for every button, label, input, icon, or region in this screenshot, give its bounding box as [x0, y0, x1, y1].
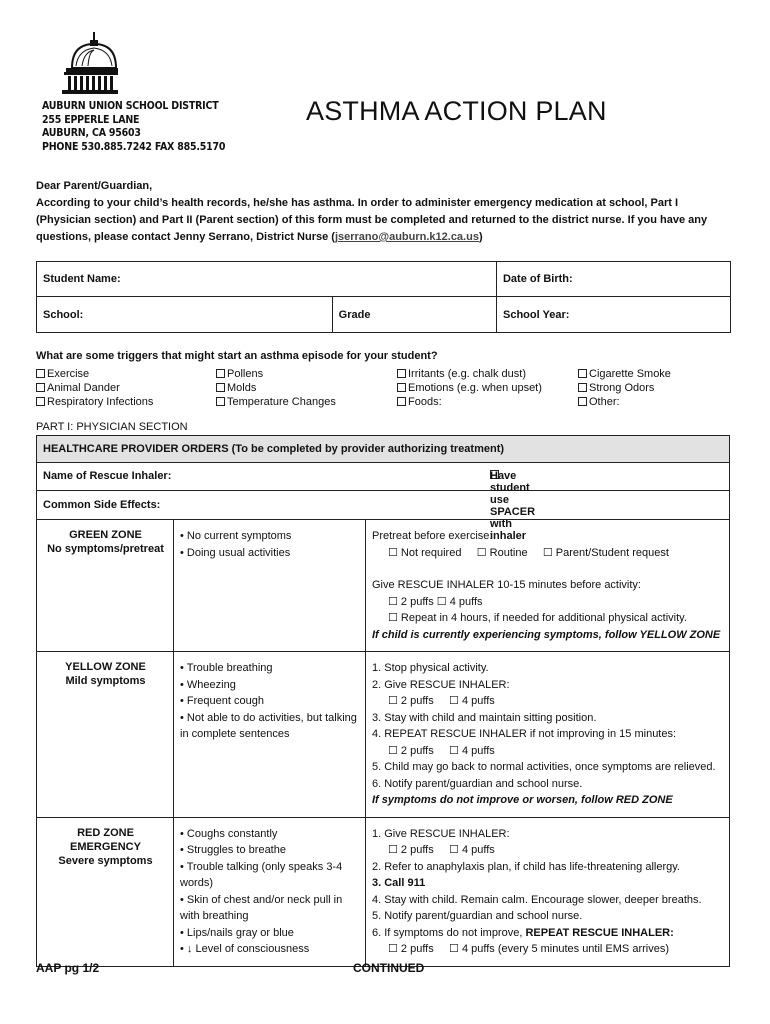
trigger-label: Cigarette Smoke: [589, 368, 671, 380]
yellow-zone-name: [37, 652, 174, 818]
trigger-label: Temperature Changes: [227, 396, 336, 408]
trigger-checkbox[interactable]: [216, 381, 336, 395]
red-zone-row: [37, 817, 730, 966]
rescue-inhaler-label: Name of Rescue Inhaler:: [43, 470, 172, 482]
address-line-1: 255 EPPERLE LANE: [42, 113, 140, 126]
phone-fax: PHONE 530.885.7242 FAX 885.5170: [42, 140, 226, 153]
trigger-checkbox[interactable]: [216, 395, 336, 409]
trigger-label: Exercise: [47, 368, 90, 380]
symptom-item: • Frequent cough: [180, 695, 264, 707]
opt-4-puffs[interactable]: ☐ 4 puffs: [449, 744, 495, 757]
checkbox-icon[interactable]: [397, 383, 406, 392]
green-zone-note: If child is currently experiencing symptoms, follow YELLOW ZONE: [372, 628, 721, 641]
step: [372, 925, 724, 942]
trigger-checkbox[interactable]: [578, 381, 671, 395]
symptom-item: • Trouble talking (only speaks 3-4 words): [180, 860, 343, 889]
yellow-zone-row: [37, 652, 730, 818]
provider-orders-header: [36, 435, 730, 463]
intro-body-text: According to your child’s health records, he/she has asthma. In order to administer emergency medication at school, Part I (Physician section) and Part II (Parent section) of this form must be completed and returned to the district nurse. If you have any questions, please contact Jenny Serrano, District Nurse (: [36, 197, 708, 243]
step: 5. Child may go back to normal activities, once symptoms are relieved.: [372, 761, 716, 773]
step-text: 6. If symptoms do not improve,: [372, 926, 526, 939]
trigger-checkbox[interactable]: [216, 367, 336, 381]
step: 5. Notify parent/guardian and school nurse.: [372, 910, 583, 922]
green-zone-symptoms: [174, 520, 366, 652]
checkbox-icon[interactable]: [397, 397, 406, 406]
trigger-checkbox[interactable]: [36, 395, 153, 409]
pretreat-options[interactable]: [372, 545, 724, 562]
red-zone-symptoms: [174, 817, 366, 966]
trigger-checkbox[interactable]: [578, 395, 671, 409]
district-name: AUBURN UNION SCHOOL DISTRICT: [42, 100, 219, 112]
puffs-options[interactable]: [372, 743, 724, 760]
step: 3. Stay with child and maintain sitting position.: [372, 711, 597, 724]
address-line-2: AUBURN, CA 95603: [42, 127, 141, 139]
green-zone-name: [37, 520, 174, 652]
page-number: AAP pg 1/2: [36, 961, 100, 975]
repeat-option[interactable]: ☐ Repeat in 4 hours, if needed for additional physical activity.: [388, 612, 687, 624]
trigger-checkbox[interactable]: [578, 367, 671, 381]
checkbox-icon[interactable]: [36, 369, 45, 378]
zone-subtitle: Severe symptoms: [58, 854, 153, 867]
checkbox-icon[interactable]: [216, 369, 225, 378]
spacer-label: Have student use SPACER with inhaler: [490, 470, 536, 542]
trigger-checkbox[interactable]: [36, 367, 153, 381]
symptom-item: • Wheezing: [180, 678, 236, 691]
checkbox-icon[interactable]: [36, 397, 45, 406]
symptom-item: • Lips/nails gray or blue: [180, 926, 294, 939]
opt-not-required[interactable]: ☐ Not required: [388, 546, 462, 559]
side-effects-row[interactable]: [36, 491, 730, 520]
checkbox-icon[interactable]: [397, 369, 406, 378]
checkbox-icon[interactable]: [578, 369, 587, 378]
district-address: [42, 100, 225, 154]
school-year-field[interactable]: School Year:: [496, 297, 730, 333]
checkbox-icon[interactable]: [578, 383, 587, 392]
opt-4-puffs[interactable]: ☐ 4 puffs: [449, 695, 495, 707]
trigger-checkbox[interactable]: [397, 395, 542, 409]
district-logo-dome: [58, 30, 118, 96]
pretreat-label: Pretreat before exercise:: [372, 530, 493, 542]
zones-table: [36, 519, 730, 967]
green-zone-row: [37, 520, 730, 652]
step: 4. REPEAT RESCUE INHALER if not improving in 15 minutes:: [372, 728, 677, 740]
trigger-label: Molds: [227, 382, 257, 394]
checkbox-icon[interactable]: [216, 383, 225, 392]
nurse-email-link[interactable]: jserrano@auburn.k12.ca.us: [334, 231, 479, 243]
trigger-label: Emotions (e.g. when upset): [408, 382, 542, 394]
trigger-checkbox[interactable]: [397, 381, 542, 395]
give-inhaler-text: Give RESCUE INHALER 10-15 minutes before activity:: [372, 579, 641, 591]
trigger-label: Foods:: [408, 396, 442, 408]
page-title: ASTHMA ACTION PLAN: [306, 96, 607, 126]
zone-subtitle: No symptoms/pretreat: [47, 543, 164, 555]
zone-title: YELLOW ZONE: [65, 661, 146, 673]
zone-title: GREEN ZONE: [69, 529, 142, 541]
opt-4-puffs[interactable]: ☐ 4 puffs (every 5 minutes until EMS arrives): [449, 943, 669, 955]
opt-routine[interactable]: ☐ Routine: [476, 546, 528, 559]
trigger-checkbox[interactable]: [36, 381, 153, 395]
symptom-item: • Doing usual activities: [180, 546, 291, 559]
trigger-label: Respiratory Infections: [47, 396, 154, 408]
trigger-label: Animal Dander: [47, 382, 120, 394]
symptom-item: • No current symptoms: [180, 530, 292, 542]
step: 4. Stay with child. Remain calm. Encourage slower, deeper breaths.: [372, 893, 702, 906]
symptom-item: • ↓ Level of consciousness: [180, 943, 310, 955]
provider-orders-title: HEALTHCARE PROVIDER ORDERS (To be completed by provider authorizing treatment): [43, 443, 505, 455]
greeting: Dear Parent/Guardian,: [36, 180, 153, 192]
puffs-options[interactable]: [372, 693, 724, 710]
puffs-options[interactable]: [372, 941, 724, 958]
step: 2. Give RESCUE INHALER:: [372, 678, 510, 691]
step: 1. Stop physical activity.: [372, 662, 489, 674]
zone-subtitle: Mild symptoms: [65, 675, 146, 687]
symptom-item: • Struggles to breathe: [180, 844, 286, 856]
trigger-label: Irritants (e.g. chalk dust): [408, 368, 526, 380]
green-zone-actions: [366, 520, 730, 652]
zone-subtitle: EMERGENCY: [70, 840, 141, 853]
physician-section-label: PART I: PHYSICIAN SECTION: [36, 421, 188, 433]
triggers-column-1: [36, 367, 153, 409]
symptom-item: • Skin of chest and/or neck pull in with breathing: [180, 893, 343, 922]
checkbox-icon[interactable]: [578, 397, 587, 406]
opt-2-puffs[interactable]: ☐ 2 puffs: [388, 844, 434, 856]
step: 6. Notify parent/guardian and school nurse.: [372, 777, 583, 790]
step-bold-text: REPEAT RESCUE INHALER:: [525, 926, 674, 939]
checkbox-icon[interactable]: [36, 383, 45, 392]
triggers-column-2: [216, 367, 336, 409]
yellow-zone-note: If symptoms do not improve or worsen, follow RED ZONE: [372, 794, 673, 806]
symptom-item: • Not able to do activities, but talking in complete sentences: [180, 711, 357, 740]
symptom-item: • Trouble breathing: [180, 662, 273, 674]
zone-title: RED ZONE: [77, 826, 134, 839]
student-name-field[interactable]: Student Name:: [37, 262, 497, 297]
grade-field[interactable]: Grade: [332, 297, 496, 333]
call-911-step: 3. Call 911: [372, 877, 426, 889]
student-info-table: [36, 261, 731, 333]
opt-2-puffs[interactable]: ☐ 2 puffs: [388, 744, 434, 757]
triggers-question: What are some triggers that might start an asthma episode for your student?: [36, 350, 438, 362]
opt-request[interactable]: ☐ Parent/Student request: [542, 546, 669, 559]
triggers-column-4: [578, 367, 671, 409]
intro-close: ): [478, 231, 483, 243]
school-field[interactable]: School:: [37, 297, 333, 333]
puffs-options[interactable]: [372, 842, 724, 859]
opt-4-puffs[interactable]: ☐ 4 puffs: [449, 844, 495, 856]
opt-2-puffs[interactable]: ☐ 2 puffs: [388, 943, 434, 955]
red-zone-actions: [366, 817, 730, 966]
red-zone-name: [37, 817, 174, 966]
trigger-label: Pollens: [227, 368, 264, 380]
yellow-zone-actions: [366, 652, 730, 818]
trigger-label: Other:: [589, 396, 620, 408]
zones-table-wrap: [36, 519, 730, 967]
yellow-zone-symptoms: [174, 652, 366, 818]
continued-label: CONTINUED: [353, 961, 425, 975]
triggers-column-3: [397, 367, 542, 409]
checkbox-icon[interactable]: [216, 397, 225, 406]
trigger-checkbox[interactable]: [397, 367, 542, 381]
step: 2. Refer to anaphylaxis plan, if child has life-threatening allergy.: [372, 860, 680, 873]
symptom-item: • Coughs constantly: [180, 827, 278, 840]
side-effects-label: Common Side Effects:: [43, 499, 161, 511]
trigger-label: Strong Odors: [589, 382, 655, 394]
dob-field[interactable]: Date of Birth:: [496, 262, 730, 297]
intro-body: [36, 195, 736, 246]
intro-letter: [36, 178, 736, 246]
step: 1. Give RESCUE INHALER:: [372, 827, 510, 840]
opt-2-puffs[interactable]: ☐ 2 puffs: [388, 695, 434, 707]
puffs-options[interactable]: ☐ 2 puffs ☐ 4 puffs: [388, 595, 483, 608]
